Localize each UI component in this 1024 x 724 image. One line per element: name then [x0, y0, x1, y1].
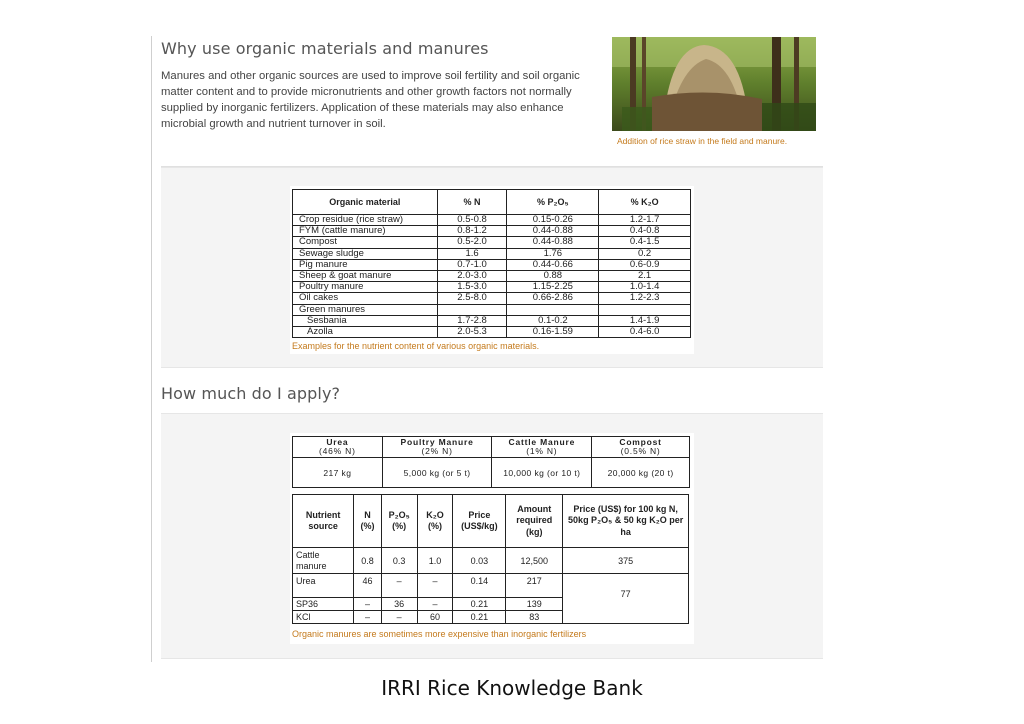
cell-k2o: 0.4-0.8 [599, 226, 691, 237]
rice-straw-photo-illustration [612, 37, 816, 131]
cell-n: – [354, 598, 381, 611]
col-header-price: Price (US$/kg) [453, 495, 506, 548]
col-header-k2o: % K₂O [599, 190, 691, 215]
cell-material: Green manures [293, 304, 438, 315]
table-row [293, 215, 691, 226]
cell-p2o5: 0.44-0.66 [507, 259, 599, 270]
cell-amount: 217 [506, 574, 563, 598]
col-header-p2o5: % P₂O₅ [507, 190, 599, 215]
cell-n: 1.5-3.0 [437, 282, 507, 293]
col-header-nutrient-source: Nutrient source [293, 495, 354, 548]
cell-p2o5: 0.1-0.2 [507, 315, 599, 326]
cell-n: 1.7-2.8 [437, 315, 507, 326]
cell-p2o5: 0.44-0.88 [507, 226, 599, 237]
cell-p2o5 [507, 304, 599, 315]
cell-k2o: 2.1 [599, 270, 691, 281]
col-header-n: % N [437, 190, 507, 215]
cell-total-price-inorganic: 77 [563, 574, 689, 624]
cell-n: 0.7-1.0 [437, 259, 507, 270]
cell-k2o: 1.2-1.7 [599, 215, 691, 226]
cell-n: 0.8-1.2 [437, 226, 507, 237]
cell-price: 0.21 [453, 598, 506, 611]
cell-k2o: 60 [417, 611, 453, 624]
fertilizer-cost-table [292, 494, 689, 624]
cell-n: 2.0-5.3 [437, 326, 507, 337]
table-row [293, 548, 689, 574]
col-header-amount: Amount required (kg) [506, 495, 563, 548]
table-row [293, 259, 691, 270]
cell-poultry-amount: 5,000 kg (or 5 t) [382, 458, 492, 488]
cell-p2o5: 1.15-2.25 [507, 282, 599, 293]
cell-price: 0.21 [453, 611, 506, 624]
nitrogen-equivalent-table [292, 436, 690, 488]
col-header-organic-material: Organic material [293, 190, 438, 215]
cell-material: Azolla [293, 326, 438, 337]
nutrient-content-table [292, 189, 691, 338]
cell-material: Sheep & goat manure [293, 270, 438, 281]
cell-p2o5: 1.76 [507, 248, 599, 259]
cell-n: 0.8 [354, 548, 381, 574]
photo-caption: Addition of rice straw in the field and manure. [617, 136, 788, 146]
table-row [293, 304, 691, 315]
cell-k2o: 0.4-6.0 [599, 326, 691, 337]
cell-source: Cattle manure [293, 548, 354, 574]
section-title-how-much: How much do I apply? [161, 384, 341, 403]
cell-k2o: 1.4-1.9 [599, 315, 691, 326]
cell-p2o5: – [381, 574, 417, 598]
cell-n: 46 [354, 574, 381, 598]
cell-material: Sesbania [293, 315, 438, 326]
col-header-compost: Compost (0.5% N) [592, 437, 690, 458]
table-row [293, 226, 691, 237]
cell-material: Crop residue (rice straw) [293, 215, 438, 226]
cell-k2o: – [417, 574, 453, 598]
col-header-poultry-manure: Poultry Manure (2% N) [382, 437, 492, 458]
intro-paragraph: Manures and other organic sources are used to improve soil fertility and soil organic matter content and to provide micronutrients and other growth factors not normally supplied by inorganic fertilizers. Application of these materials may also enhance microbial growth and nutrient turnover in soil. [161, 70, 580, 130]
cell-n: 2.0-3.0 [437, 270, 507, 281]
cell-n [437, 304, 507, 315]
cell-p2o5: 0.66-2.86 [507, 293, 599, 304]
cell-material: Oil cakes [293, 293, 438, 304]
cell-k2o [599, 304, 691, 315]
left-margin-rule [151, 36, 152, 662]
rice-straw-photo [612, 37, 816, 131]
table-row [293, 326, 691, 337]
table-row [293, 248, 691, 259]
cell-n: 0.5-0.8 [437, 215, 507, 226]
cell-p2o5: 0.3 [381, 548, 417, 574]
cell-p2o5: 0.15-0.26 [507, 215, 599, 226]
cell-compost-amount: 20,000 kg (20 t) [592, 458, 690, 488]
cell-amount: 12,500 [506, 548, 563, 574]
cell-p2o5: 0.16-1.59 [507, 326, 599, 337]
cell-cattle-amount: 10,000 kg (or 10 t) [492, 458, 592, 488]
table-row [293, 237, 691, 248]
col-header-total-price: Price (US$) for 100 kg N, 50kg P₂O₅ & 50 kg K₂O per ha [563, 495, 689, 548]
cell-source: KCl [293, 611, 354, 624]
cell-n: – [354, 611, 381, 624]
cell-source: SP36 [293, 598, 354, 611]
footer-source: IRRI Rice Knowledge Bank [381, 676, 643, 700]
cell-k2o: 1.2-2.3 [599, 293, 691, 304]
cell-total-price: 375 [563, 548, 689, 574]
table1-caption: Examples for the nutrient content of various organic materials. [292, 341, 540, 351]
col-header-k2o-pct: K₂O (%) [417, 495, 453, 548]
cell-price: 0.03 [453, 548, 506, 574]
cell-p2o5: 0.44-0.88 [507, 237, 599, 248]
table-row [293, 574, 689, 598]
section-title-why-organic: Why use organic materials and manures [161, 39, 489, 58]
col-header-n-pct: N (%) [354, 495, 381, 548]
cell-n: 1.6 [437, 248, 507, 259]
cell-price: 0.14 [453, 574, 506, 598]
cell-material: Poultry manure [293, 282, 438, 293]
table-row [293, 270, 691, 281]
cell-source: Urea [293, 574, 354, 598]
cell-k2o: 0.2 [599, 248, 691, 259]
table3-caption: Organic manures are sometimes more expensive than inorganic fertilizers [292, 629, 587, 639]
cell-material: Sewage sludge [293, 248, 438, 259]
cell-amount: 139 [506, 598, 563, 611]
cell-n: 2.5-8.0 [437, 293, 507, 304]
cell-p2o5: 0.88 [507, 270, 599, 281]
cell-k2o: 0.6-0.9 [599, 259, 691, 270]
cell-k2o: 0.4-1.5 [599, 237, 691, 248]
col-header-urea: Urea (46% N) [293, 437, 383, 458]
cell-material: Compost [293, 237, 438, 248]
table-row [293, 315, 691, 326]
cell-amount: 83 [506, 611, 563, 624]
cell-n: 0.5-2.0 [437, 237, 507, 248]
cell-k2o: 1.0-1.4 [599, 282, 691, 293]
col-header-cattle-manure: Cattle Manure (1% N) [492, 437, 592, 458]
table-row [293, 282, 691, 293]
col-header-p2o5-pct: P₂O₅ (%) [381, 495, 417, 548]
cell-p2o5: – [381, 611, 417, 624]
cell-k2o: 1.0 [417, 548, 453, 574]
cell-material: Pig manure [293, 259, 438, 270]
cell-urea-amount: 217 kg [293, 458, 383, 488]
cell-material: FYM (cattle manure) [293, 226, 438, 237]
table-row [293, 293, 691, 304]
cell-p2o5: 36 [381, 598, 417, 611]
cell-k2o: – [417, 598, 453, 611]
